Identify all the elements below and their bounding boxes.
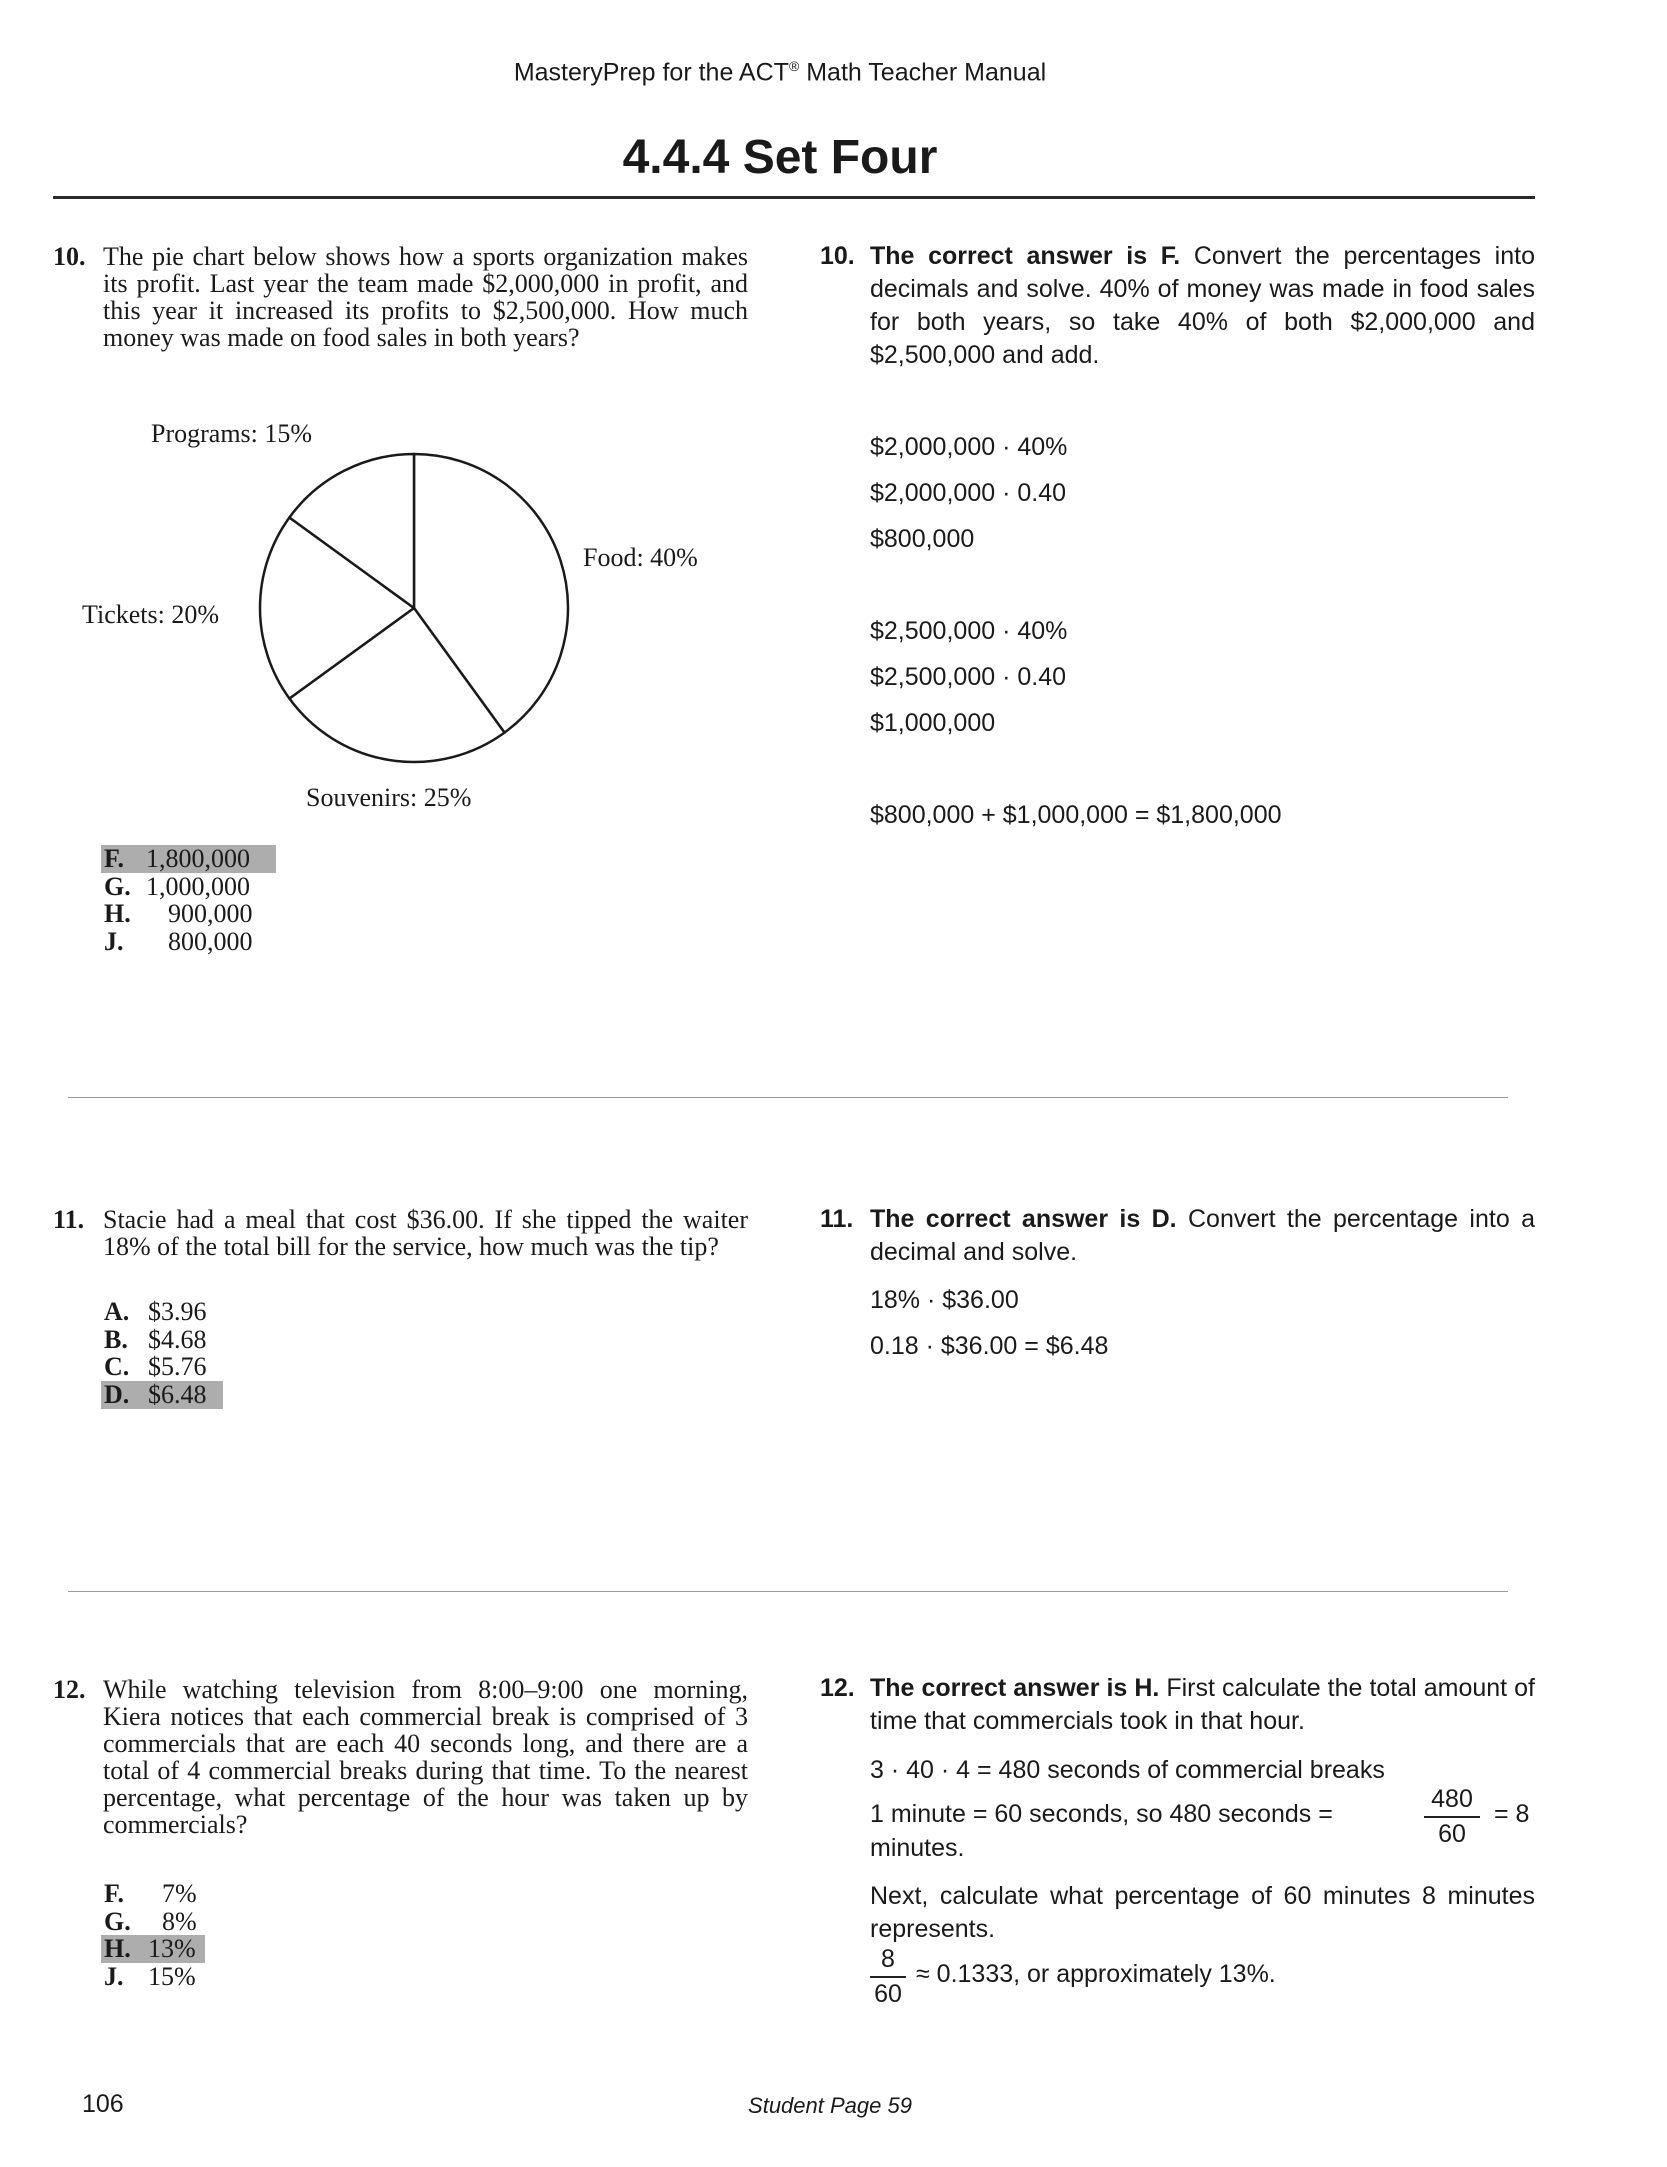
question-12 xyxy=(53,1675,748,1839)
pie-label-food: Food: 40% xyxy=(583,543,698,572)
question-number: 12. xyxy=(53,1675,86,1704)
answer-choices-10 xyxy=(104,845,304,955)
answer-explanation: Convert the percentages into decimals and solve. 40% of money was made in food sales for both years, so take 40% of both $2,000,000 and $2,500,000 and add. xyxy=(870,242,1535,369)
question-text: The pie chart below shows how a sports organization makes its profit. Last year the team made $2,000,000 in profit, and this year it increased its profits to $2,500,000. How much money was made on food sales in both years? xyxy=(103,242,748,352)
math-step: 18% · $36.00 xyxy=(870,1286,1019,1314)
choice-a[interactable]: A. $3.96 xyxy=(104,1297,207,1326)
choice-f[interactable]: F. 7% xyxy=(104,1879,197,1908)
question-text: While watching television from 8:00–9:00 one morning, Kiera notices that each commercial break is comprised of 3 commercials that are each 40 seconds long, and there are a total of 4 commercial breaks during that time. To the nearest percentage, what percentage of the hour was taken up by commercials? xyxy=(103,1675,748,1839)
fraction-bar xyxy=(1424,1816,1480,1818)
question-11 xyxy=(53,1205,748,1261)
answer-choices-11 xyxy=(104,1298,304,1408)
running-header: MasteryPrep for the ACT® Math Teacher Manual xyxy=(513,58,1047,87)
math-step: ≈ 0.1333, or approximately 13%. xyxy=(916,1960,1276,1988)
question-number: 11. xyxy=(53,1205,85,1234)
page-number: 106 xyxy=(82,2090,124,2118)
choice-f[interactable]: F. 1,800,000 xyxy=(104,845,304,873)
fraction-numerator: 8 xyxy=(881,1945,895,1973)
math-step: $2,500,000 · 40% xyxy=(870,617,1068,645)
math-step: $2,500,000 · 0.40 xyxy=(870,663,1066,691)
choice-g[interactable]: G. 1,000,000 xyxy=(104,871,250,901)
answer-number: 10. xyxy=(820,242,855,270)
choice-j[interactable]: J. 15% xyxy=(104,1961,196,1991)
answer-12 xyxy=(820,1672,1535,1738)
question-number: 10. xyxy=(53,242,86,271)
math-step: $2,000,000 · 0.40 xyxy=(870,479,1066,507)
choice-h[interactable]: H. 900,000 xyxy=(104,899,253,928)
choice-b[interactable]: B. $4.68 xyxy=(104,1324,207,1354)
answer-choices-12 xyxy=(104,1880,304,1990)
math-step: 0.18 · $36.00 = $6.48 xyxy=(870,1332,1109,1360)
fraction-bar xyxy=(870,1976,906,1978)
fraction-8-over-60 xyxy=(870,1945,906,2009)
choice-g[interactable]: G. 8% xyxy=(104,1906,197,1936)
math-step: 3 · 40 · 4 = 480 seconds of commercial breaks xyxy=(870,1756,1385,1784)
fraction-denominator: 60 xyxy=(874,1979,902,2008)
answer-number: 12. xyxy=(820,1674,855,1702)
math-step: $800,000 + $1,000,000 = $1,800,000 xyxy=(870,801,1282,829)
section-divider xyxy=(68,1591,1508,1592)
math-step: $2,000,000 · 40% xyxy=(870,433,1068,461)
answer-10 xyxy=(820,240,1535,372)
correct-answer-lead: The correct answer is D. xyxy=(870,1205,1177,1233)
pie-label-programs: Programs: 15% xyxy=(151,419,313,448)
fraction-numerator: 480 xyxy=(1431,1785,1473,1813)
answer-explanation: First calculate the total amount of time that commercials took in that hour. xyxy=(870,1674,1535,1735)
math-step: = 8 xyxy=(1494,1800,1530,1828)
choice-j[interactable]: J. 800,000 xyxy=(104,926,253,956)
fraction-denominator: 60 xyxy=(1438,1819,1466,1848)
pie-chart xyxy=(0,0,760,820)
choice-d[interactable]: D. $6.48 xyxy=(104,1381,304,1409)
section-title: 4.4.4 Set Four xyxy=(622,131,938,184)
math-step: $800,000 xyxy=(870,525,975,553)
question-text: Stacie had a meal that cost $36.00. If she tipped the waiter 18% of the total bill for the service, how much was the tip? xyxy=(103,1205,748,1261)
correct-answer-lead: The correct answer is H. xyxy=(870,1674,1160,1702)
student-page-reference: Student Page 59 xyxy=(748,2093,912,2118)
math-step: minutes. xyxy=(870,1834,965,1862)
answer-explanation: Convert the percentage into a decimal and solve. xyxy=(870,1205,1535,1266)
math-step: $1,000,000 xyxy=(870,709,996,737)
math-step: 1 minute = 60 seconds, so 480 seconds = xyxy=(870,1800,1333,1828)
pie-label-souvenirs: Souvenirs: 25% xyxy=(306,783,472,812)
answer-12-next: Next, calculate what percentage of 60 minutes 8 minutes represents. xyxy=(870,1882,1535,1943)
section-divider xyxy=(68,1097,1508,1098)
answer-number: 11. xyxy=(820,1205,854,1233)
fraction-480-over-60 xyxy=(1424,1785,1480,1849)
correct-answer-lead: The correct answer is F. xyxy=(870,242,1181,270)
pie-label-tickets: Tickets: 20% xyxy=(82,600,219,629)
choice-c[interactable]: C. $5.76 xyxy=(104,1352,207,1381)
answer-11 xyxy=(820,1203,1535,1269)
choice-h[interactable]: H. 13% xyxy=(104,1935,304,1963)
